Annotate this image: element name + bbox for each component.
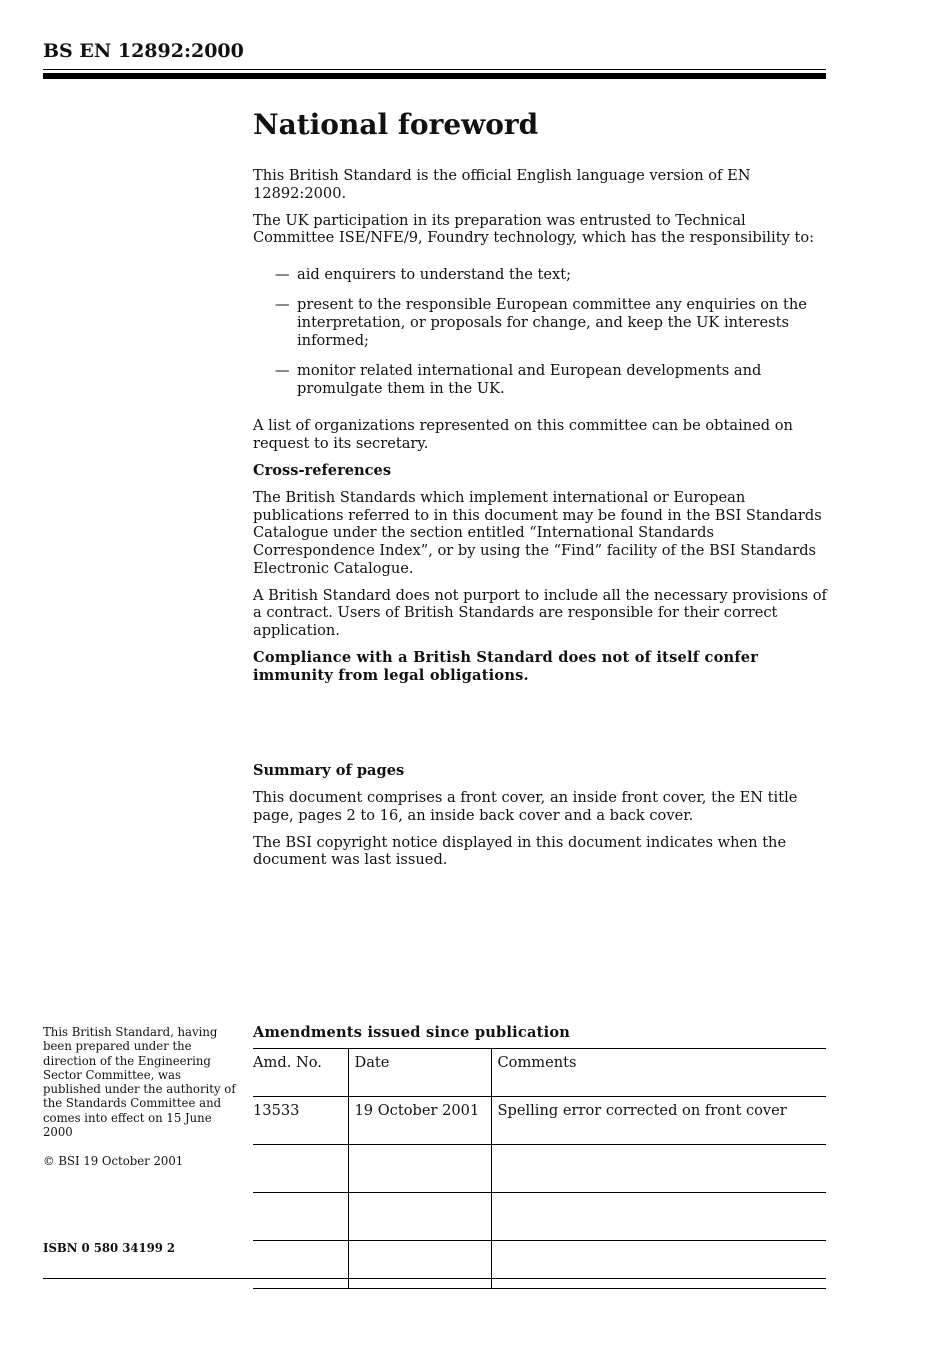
table-header-row (253, 1049, 826, 1097)
organizations-paragraph: A list of organizations represented on this committee can be obtained on request to its secretary. (253, 417, 793, 453)
table-row (253, 1097, 826, 1145)
bullet-dash: — (275, 296, 290, 314)
table-cell (253, 1193, 348, 1241)
table-cell (348, 1241, 491, 1289)
table-cell: Spelling error corrected on front cover (491, 1097, 826, 1145)
table-cell: 13533 (253, 1097, 348, 1145)
copyright-notice: © BSI 19 October 2001 (43, 1154, 184, 1168)
table-cell (348, 1145, 491, 1193)
column-header-date: Date (348, 1049, 491, 1097)
list-item-text: present to the responsible European committee any enquiries on the interpretation, or proposals for change, and keep the UK interests informed; (297, 296, 807, 349)
list-item-text: aid enquirers to understand the text; (297, 265, 572, 283)
amendments-title: Amendments issued since publication (253, 1024, 571, 1041)
preparation-note: This British Standard, having been prepared under the direction of the Engineering Sector Committee, was published under the authority of the Standards Committee and comes into effect on 15 June 2000 (43, 1025, 236, 1140)
header-rule-thin (43, 69, 826, 70)
table-row (253, 1241, 826, 1289)
list-item-text: monitor related international and European developments and promulgate them in the UK. (297, 362, 762, 397)
summary-heading: Summary of pages (253, 762, 405, 779)
table-cell (253, 1145, 348, 1193)
compliance-note: Compliance with a British Standard does not of itself confer immunity from legal obligations. (253, 648, 759, 684)
table-row (253, 1145, 826, 1193)
page-title: National foreword (253, 108, 539, 141)
table-cell: 19 October 2001 (348, 1097, 491, 1145)
list-item (253, 296, 828, 349)
table-cell (491, 1193, 826, 1241)
bullet-dash: — (275, 265, 290, 283)
list-item (253, 266, 828, 284)
cross-references-paragraph: The British Standards which implement international or European publications referred to in this document may be found in the BSI Standards Catalogue under the section entitled “International Standards Correspondence Index”, or by using the “Find” facility of the BSI Standards Electronic Catalogue. (253, 489, 822, 577)
table-cell (253, 1241, 348, 1289)
list-item (253, 362, 828, 397)
standard-number: BS EN 12892:2000 (43, 40, 244, 62)
cross-references-heading: Cross-references (253, 462, 392, 480)
participation-paragraph: The UK participation in its preparation was entrusted to Technical Committee ISE/NFE/9, Foundry technology, which has the responsibility to: (253, 211, 815, 247)
table-cell (491, 1241, 826, 1289)
table-cell (491, 1145, 826, 1193)
amendments-table (253, 1048, 826, 1289)
responsibilities-list (253, 266, 828, 398)
table-row (253, 1193, 826, 1241)
footer-rule (43, 1278, 826, 1279)
foreword-section (253, 108, 828, 694)
header-rule-thick (43, 73, 826, 79)
table-cell (348, 1193, 491, 1241)
intro-paragraph: This British Standard is the official English language version of EN 12892:2000. (253, 167, 751, 202)
contract-paragraph: A British Standard does not purport to include all the necessary provisions of a contract. Users of British Standards are responsible for their correct application. (253, 586, 827, 639)
column-header-comments: Comments (491, 1049, 826, 1097)
summary-pages-paragraph: This document comprises a front cover, an inside front cover, the EN title page, pages 2 to 16, an inside back cover and a back cover. (253, 789, 798, 824)
summary-copyright-paragraph: The BSI copyright notice displayed in this document indicates when the document was last issued. (253, 833, 787, 869)
column-header-amd-no: Amd. No. (253, 1049, 348, 1097)
bullet-dash: — (275, 362, 290, 380)
summary-section (253, 762, 828, 878)
isbn: ISBN 0 580 34199 2 (43, 1241, 176, 1255)
